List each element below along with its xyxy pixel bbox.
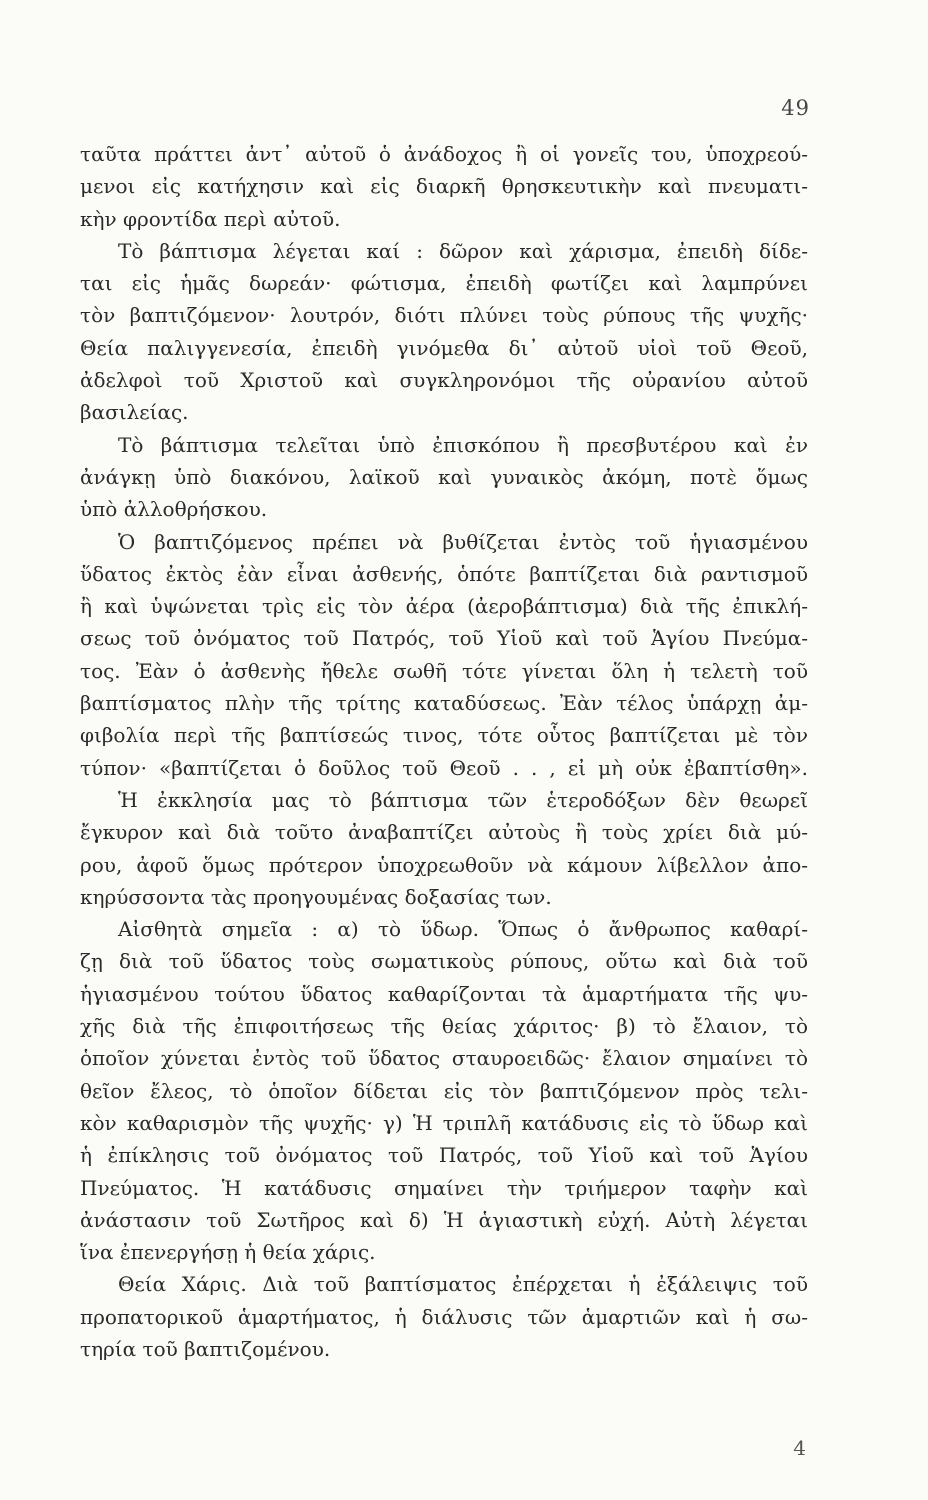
text-line: βαπτίσματος πλὴν τῆς τρίτης καταδύσεως. Ἐὰν τέλος ὑπάρχῃ ἀμ- <box>80 691 808 716</box>
text-line: ἡ ἐπίκλησις τοῦ ὀνόματος τοῦ Πατρός, τοῦ Υἱοῦ καὶ τοῦ Ἁγίου <box>80 1143 808 1168</box>
text-line: Τὸ βάπτισμα λέγεται καί : δῶρον καὶ χάρισμα, ἐπειδὴ δίδε- <box>118 238 808 263</box>
text-line: κὴν φροντίδα περὶ αὐτοῦ. <box>80 206 341 231</box>
text-line: Πνεύματος. Ἡ κατάδυσις σημαίνει τὴν τριήμερον ταφὴν καὶ <box>80 1175 808 1200</box>
text-line: ρου, ἀφοῦ ὅμως πρότερον ὑποχρεωθοῦν νὰ κάμουν λίβελλον ἀπο- <box>80 852 808 877</box>
text-line: ἵνα ἐπενεργήσῃ ἡ θεία χάρις. <box>80 1240 376 1265</box>
text-line: θεῖον ἔλεος, τὸ ὁποῖον δίδεται εἰς τὸν βαπτιζόμενον πρὸς τελι- <box>80 1078 808 1103</box>
text-line: τύπον· «βαπτίζεται ὁ δοῦλος τοῦ Θεοῦ . . , εἰ μὴ οὐκ ἐβαπτίσθη». <box>80 755 808 780</box>
text-line: Θεία παλιγγενεσία, ἐπειδὴ γινόμεθα δι᾽ αὐτοῦ υἱοὶ τοῦ Θεοῦ, <box>80 335 808 360</box>
text-line: ὁποῖον χύνεται ἐντὸς τοῦ ὕδατος σταυροειδῶς· ἔλαιον σημαίνει τὸ <box>80 1046 808 1071</box>
body-text <box>80 138 808 1365</box>
text-line: Ὁ βαπτιζόμενος πρέπει νὰ βυθίζεται ἐντὸς τοῦ ἡγιασμένου <box>118 529 808 554</box>
text-line: χῆς διὰ τῆς ἐπιφοιτήσεως τῆς θείας χάριτος· β) τὸ ἔλαιον, τὸ <box>80 1014 808 1039</box>
text-line: ἀνάστασιν τοῦ Σωτῆρος καὶ δ) Ἡ ἁγιαστικὴ εὐχή. Αὐτὴ λέγεται <box>80 1207 808 1232</box>
text-line: τηρία τοῦ βαπτιζομένου. <box>80 1336 331 1361</box>
text-line: σεως τοῦ ὀνόματος τοῦ Πατρός, τοῦ Υἱοῦ καὶ τοῦ Ἁγίου Πνεύμα- <box>80 626 808 651</box>
text-line: ταῦτα πράττει ἀντ᾽ αὐτοῦ ὁ ἀνάδοχος ἢ οἱ γονεῖς του, ὑποχρεού- <box>80 142 808 166</box>
signature-mark: 4 <box>793 1436 806 1460</box>
text-line: βασιλείας. <box>80 400 189 425</box>
text-line: ἢ καὶ ὑψώνεται τρὶς εἰς τὸν ἀέρα (ἀεροβάπτισμα) διὰ τῆς ἐπικλή- <box>80 594 808 619</box>
text-line: Τὸ βάπτισμα τελεῖται ὑπὸ ἐπισκόπου ἢ πρεσβυτέρου καὶ ἐν <box>118 432 808 457</box>
text-line: προπατορικοῦ ἁμαρτήματος, ἡ διάλυσις τῶν ἁμαρτιῶν καὶ ἡ σω- <box>80 1304 808 1329</box>
text-line: Θεία Χάρις. Διὰ τοῦ βαπτίσματος ἐπέρχεται ἡ ἐξάλειψις τοῦ <box>118 1272 808 1297</box>
page-number: 49 <box>781 96 810 120</box>
text-line: κηρύσσοντα τὰς προηγουμένας δοξασίας των. <box>80 884 552 909</box>
text-line: ἀδελφοὶ τοῦ Χριστοῦ καὶ συγκληρονόμοι τῆς οὐρανίου αὐτοῦ <box>80 368 808 393</box>
text-line: κὸν καθαρισμὸν τῆς ψυχῆς· γ) Ἡ τριπλῆ κατάδυσις εἰς τὸ ὕδωρ καὶ <box>80 1110 808 1135</box>
text-line: ἡγιασμένου τούτου ὕδατος καθαρίζονται τὰ ἁμαρτήματα τῆς ψυ- <box>80 981 808 1006</box>
text-line: ὑπὸ ἀλλοθρήσκου. <box>80 497 268 522</box>
text-line: ὕδατος ἐκτὸς ἐὰν εἶναι ἀσθενής, ὁπότε βαπτίζεται διὰ ραντισμοῦ <box>80 561 808 586</box>
text-line: τος. Ἐὰν ὁ ἀσθενὴς ἤθελε σωθῆ τότε γίνεται ὅλη ἡ τελετὴ τοῦ <box>80 658 808 683</box>
text-line: ἀνάγκῃ ὑπὸ διακόνου, λαϊκοῦ καὶ γυναικὸς ἀκόμη, ποτὲ ὅμως <box>80 464 808 489</box>
text-line: ται εἰς ἡμᾶς δωρεάν· φώτισμα, ἐπειδὴ φωτίζει καὶ λαμπρύνει <box>80 271 808 296</box>
text-line: ἔγκυρον καὶ διὰ τοῦτο ἀναβαπτίζει αὐτοὺς ἢ τοὺς χρίει διὰ μύ- <box>80 820 808 845</box>
text-line: ζῃ διὰ τοῦ ὕδατος τοὺς σωματικοὺς ρύπους, οὕτω καὶ διὰ τοῦ <box>80 949 808 974</box>
text-line: Αἰσθητὰ σημεῖα : α) τὸ ὕδωρ. Ὅπως ὁ ἄνθρωπος καθαρί- <box>118 917 808 942</box>
text-line: Ἡ ἐκκλησία μας τὸ βάπτισμα τῶν ἑτεροδόξων δὲν θεωρεῖ <box>118 787 808 812</box>
text-line: φιβολία περὶ τῆς βαπτίσεώς τινος, τότε οὗτος βαπτίζεται μὲ τὸν <box>80 723 808 748</box>
text-line: μενοι εἰς κατήχησιν καὶ εἰς διαρκῆ θρησκευτικὴν καὶ πνευματι- <box>80 174 808 199</box>
text-line: τὸν βαπτιζόμενον· λουτρόν, διότι πλύνει τοὺς ρύπους τῆς ψυχῆς· <box>80 303 808 328</box>
